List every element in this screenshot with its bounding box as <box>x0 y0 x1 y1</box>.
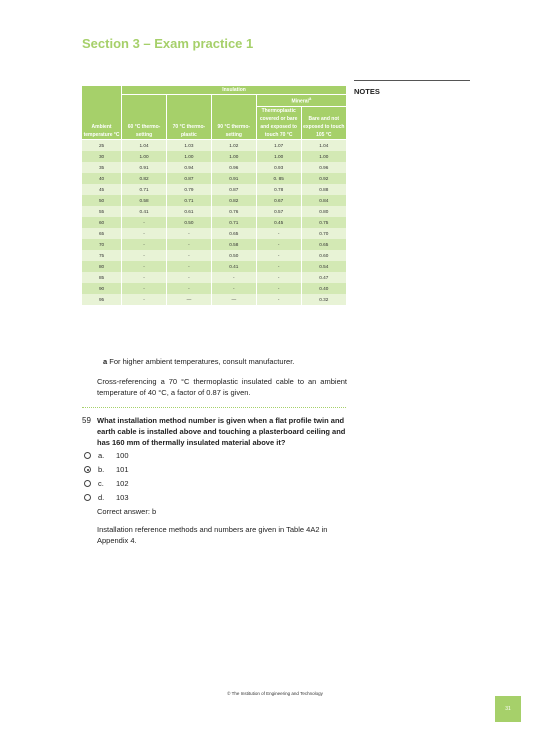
dotted-divider <box>82 407 346 408</box>
table-cell: 0.50 <box>211 250 256 261</box>
table-row <box>82 139 346 151</box>
table-cell: 0.45 <box>256 217 301 228</box>
table-cell: 0.92 <box>301 173 346 184</box>
answer-explanation: Installation reference methods and numbers are given in Table 4A2 in Appendix 4. <box>97 525 328 545</box>
table-cell: 0.71 <box>122 184 167 195</box>
table-cell: 0.88 <box>301 184 346 195</box>
table-cell: 45 <box>82 184 122 195</box>
question-text: What installation method number is given when a flat profile twin and earth cable is installed above and touching a plasterboard ceiling and has 160 mm of thermally insulated material above it? <box>97 416 346 447</box>
table-cell: 0.80 <box>301 206 346 217</box>
table-cell: 0.67 <box>256 195 301 206</box>
table-cell: 90 <box>82 283 122 294</box>
table-cell: 1.00 <box>301 151 346 162</box>
table-cell: 0.91 <box>211 173 256 184</box>
table-cell: - <box>122 217 167 228</box>
table-cell: 0.60 <box>301 250 346 261</box>
table-cell: 55 <box>82 206 122 217</box>
header-60: 60 °C thermo-setting <box>122 95 167 140</box>
table-cell: 0.71 <box>211 217 256 228</box>
table-cell: 0.75 <box>301 217 346 228</box>
option-a-radio[interactable] <box>84 452 91 459</box>
question-number: 59 <box>82 416 91 425</box>
table-cell: - <box>122 250 167 261</box>
table-row <box>82 217 346 228</box>
header-insulation: Insulation <box>122 86 346 95</box>
table-cell: 0.61 <box>166 206 211 217</box>
table-cell: — <box>166 294 211 305</box>
table-row <box>82 239 346 250</box>
table-row <box>82 261 346 272</box>
table-cell: - <box>122 228 167 239</box>
table-cell: 70 <box>82 239 122 250</box>
option-b-value: 101 <box>116 465 129 474</box>
table-cell: - <box>122 239 167 250</box>
option-d-value: 103 <box>116 493 129 502</box>
table-cell: 1.03 <box>166 139 211 151</box>
option-b-letter: b. <box>98 465 105 474</box>
table-cell: 0.32 <box>301 294 346 305</box>
table-row <box>82 173 346 184</box>
table-cell: 0.50 <box>166 217 211 228</box>
table-cell: - <box>256 239 301 250</box>
table-cell: - <box>122 283 167 294</box>
table-cell: 1.02 <box>211 139 256 151</box>
table-row <box>82 272 346 283</box>
table-cell: 0. 85 <box>256 173 301 184</box>
table-cell: - <box>122 294 167 305</box>
footnote-text: For higher ambient temperatures, consult manufacturer. <box>109 357 295 366</box>
table-cell: - <box>256 283 301 294</box>
table-cell: - <box>122 261 167 272</box>
table-cell: 0.79 <box>166 184 211 195</box>
table-cell: 75 <box>82 250 122 261</box>
table-cell: 65 <box>82 228 122 239</box>
table-cell: - <box>166 250 211 261</box>
header-90: 90 °C thermo-setting <box>211 95 256 140</box>
cross-reference-text: Cross-referencing a 70 °C thermoplastic insulated cable to an ambient temperature of 40 °C, a factor of 0.87 is given. <box>97 377 347 397</box>
table-cell: 0.65 <box>301 239 346 250</box>
table-cell: 0.94 <box>166 162 211 173</box>
table-cell: 0.58 <box>122 195 167 206</box>
table-cell: 0.87 <box>211 184 256 195</box>
table-cell: - <box>256 272 301 283</box>
table-cell: - <box>256 294 301 305</box>
table-cell: 35 <box>82 162 122 173</box>
header-mineral-label: Mineral <box>291 98 309 105</box>
table-row <box>82 294 346 305</box>
table-row <box>82 162 346 173</box>
option-c-letter: c. <box>98 479 104 488</box>
table-cell: 95 <box>82 294 122 305</box>
table-cell: - <box>166 272 211 283</box>
footnote <box>103 357 294 366</box>
table-cell: 40 <box>82 173 122 184</box>
table-cell: - <box>256 261 301 272</box>
header-70: 70 °C thermo-plastic <box>166 95 211 140</box>
table-cell: 0.58 <box>211 239 256 250</box>
table-cell: 0.41 <box>211 261 256 272</box>
table-cell: 0.65 <box>211 228 256 239</box>
copyright-footer: © The Institution of Engineering and Technology <box>227 691 323 696</box>
table-cell: — <box>211 294 256 305</box>
table-cell: 25 <box>82 139 122 151</box>
option-c-value: 102 <box>116 479 129 488</box>
option-b-radio[interactable] <box>84 466 91 473</box>
table-cell: 0.57 <box>256 206 301 217</box>
table-cell: 0.93 <box>256 162 301 173</box>
table-row <box>82 206 346 217</box>
header-mineral-covered: Thermoplastic covered or bare and exposed to touch 70 °C <box>256 106 301 139</box>
table-cell: 0.82 <box>122 173 167 184</box>
table-cell: 0.54 <box>301 261 346 272</box>
table-cell: - <box>211 272 256 283</box>
header-mineral <box>256 95 346 107</box>
table-cell: 85 <box>82 272 122 283</box>
table-cell: 0.71 <box>166 195 211 206</box>
table-cell: 1.04 <box>122 139 167 151</box>
table-cell: - <box>166 239 211 250</box>
table-cell: - <box>122 272 167 283</box>
table-cell: 60 <box>82 217 122 228</box>
header-mineral-sup: a <box>308 96 312 101</box>
page-number: 31 <box>495 696 521 722</box>
table-row <box>82 283 346 294</box>
table-cell: 30 <box>82 151 122 162</box>
table-row <box>82 184 346 195</box>
table-cell: 1.00 <box>256 151 301 162</box>
table-cell: 50 <box>82 195 122 206</box>
table-cell: 1.00 <box>211 151 256 162</box>
footnote-letter: a <box>103 357 108 366</box>
option-a-letter: a. <box>98 451 105 460</box>
correct-answer: Correct answer: b <box>97 507 157 516</box>
table-row <box>82 195 346 206</box>
table-cell: 1.00 <box>166 151 211 162</box>
table-row <box>82 151 346 162</box>
table-cell: 1.00 <box>122 151 167 162</box>
table-cell: 0.91 <box>122 162 167 173</box>
option-d-letter: d. <box>98 493 105 502</box>
table-cell: 0.96 <box>301 162 346 173</box>
table-cell: 0.76 <box>211 206 256 217</box>
table-cell: 0.40 <box>301 283 346 294</box>
table-cell: 0.70 <box>301 228 346 239</box>
table-row <box>82 228 346 239</box>
notes-label: NOTES <box>354 87 380 96</box>
option-d-radio[interactable] <box>84 494 91 501</box>
table-row <box>82 250 346 261</box>
table-cell: 0.84 <box>301 195 346 206</box>
table-cell: - <box>256 250 301 261</box>
table-cell: 80 <box>82 261 122 272</box>
header-mineral-bare: Bare and not exposed to touch 105 °C <box>301 106 346 139</box>
table-cell: 1.07 <box>256 139 301 151</box>
section-title: Section 3 – Exam practice 1 <box>82 36 254 51</box>
notes-rule <box>354 80 470 81</box>
table-cell: 0.96 <box>211 162 256 173</box>
table-cell: - <box>256 228 301 239</box>
header-ambient: Ambient temperature °C <box>82 86 122 139</box>
table-cell: 0.82 <box>211 195 256 206</box>
option-a-value: 100 <box>116 451 129 460</box>
table-cell: - <box>166 283 211 294</box>
table-cell: 0.41 <box>122 206 167 217</box>
table-cell: 1.04 <box>301 139 346 151</box>
table-cell: - <box>166 228 211 239</box>
table-cell: 0.47 <box>301 272 346 283</box>
table-cell: 0.87 <box>166 173 211 184</box>
option-c-radio[interactable] <box>84 480 91 487</box>
table-cell: 0.78 <box>256 184 301 195</box>
table-cell: - <box>211 283 256 294</box>
table-cell: - <box>166 261 211 272</box>
correction-factor-table <box>82 86 346 305</box>
